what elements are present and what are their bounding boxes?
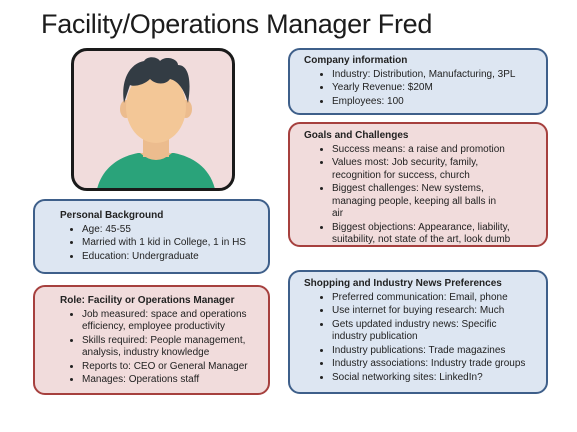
goals-challenges-card [288,122,548,247]
goals-challenges-heading: Goals and Challenges [304,130,409,141]
list-item: • Use internet for buying research: Much [332,305,538,318]
company-information-list [304,69,538,109]
company-information-card [288,48,548,115]
personal-background-list [60,224,260,264]
personal-background-heading: Personal Background [60,210,164,221]
list-item: • Manages: Operations staff [82,374,260,387]
personal-background-card [33,199,270,274]
list-item: • Employees: 100 [332,96,538,109]
list-item: • Industry associations: Industry trade groups [332,358,538,371]
list-item: • Social networking sites: LinkedIn? [332,372,538,385]
list-item: • Reports to: CEO or General Manager [82,361,260,374]
shopping-preferences-card [288,270,548,394]
avatar [71,48,235,191]
shopping-preferences-heading: Shopping and Industry News Preferences [304,278,502,289]
role-list [60,309,260,387]
list-item: • Yearly Revenue: $20M [332,82,538,95]
list-item: • Industry publications: Trade magazines [332,345,538,358]
list-item: • Preferred communication: Email, phone [332,292,538,305]
list-item: • Married with 1 kid in College, 1 in HS [82,237,260,250]
role-card [33,285,270,395]
list-item: • Education: Undergraduate [82,251,260,264]
company-information-heading: Company information [304,55,408,66]
list-item: • Biggest challenges: New systems, managing people, keeping all balls in air [332,183,507,221]
list-item: • Gets updated industry news: Specific industry publication [332,319,512,344]
role-heading: Role: Facility or Operations Manager [60,295,235,306]
list-item: • Skills required: People management, analysis, industry knowledge [82,335,252,360]
list-item: • Values most: Job security, family, recognition for success, church [332,157,482,182]
list-item: • Biggest objections: Appearance, liability, suitability, not state of the art, look dumb [332,222,537,247]
list-item: • Age: 45-55 [82,224,260,237]
list-item: • Job measured: space and operations efficiency, employee productivity [82,309,260,334]
goals-challenges-list [304,144,536,247]
shopping-preferences-list [304,292,538,385]
list-item: • Industry: Distribution, Manufacturing, 3PL [332,69,538,82]
person-avatar-icon [74,51,235,191]
list-item: • Success means: a raise and promotion [332,144,536,157]
page-title: Facility/Operations Manager Fred [41,9,433,39]
